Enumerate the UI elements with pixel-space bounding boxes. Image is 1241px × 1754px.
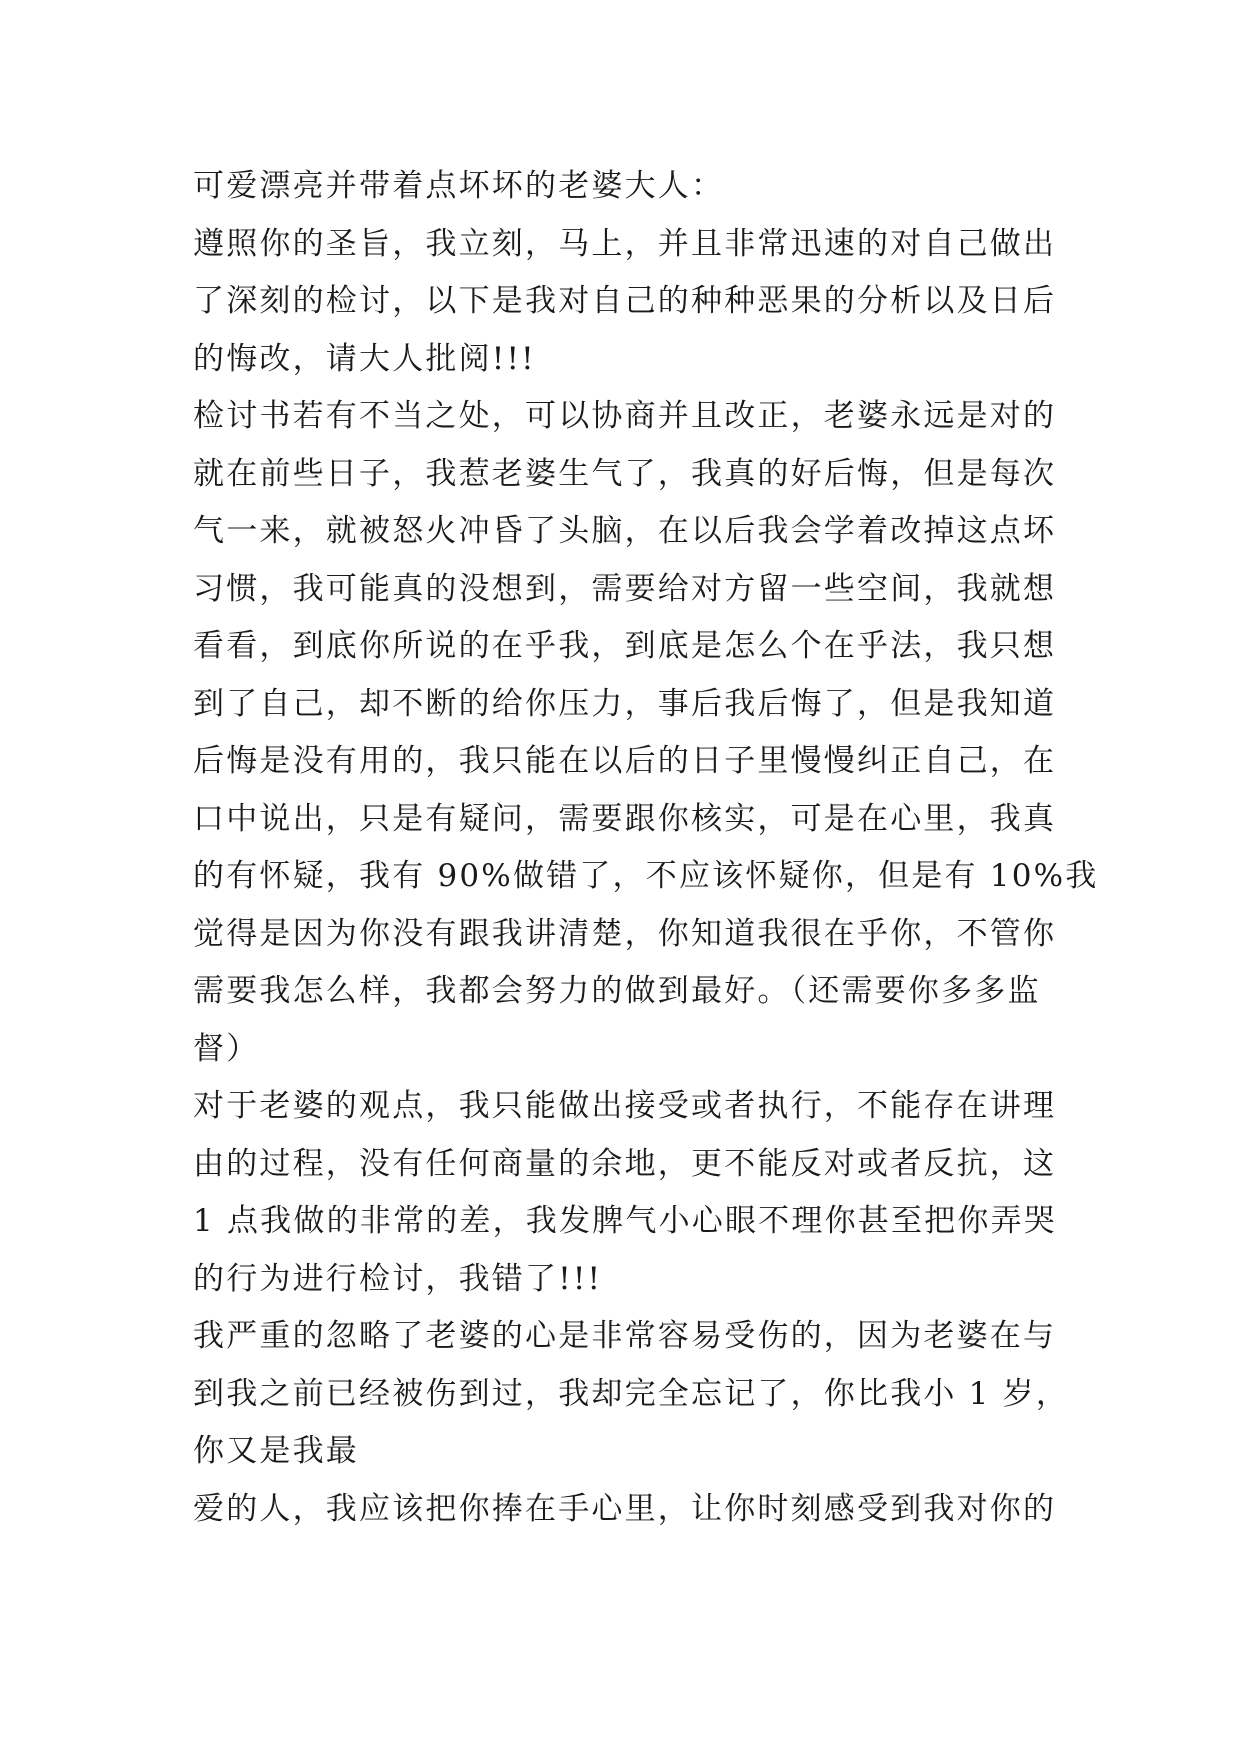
paragraph-line: 1 点我做的非常的差，我发脾气小心眼不理你甚至把你弄哭 — [193, 1203, 1057, 1239]
paragraph-line: 气一来，就被怒火冲昏了头脑，在以后我会学着改掉这点坏 — [193, 513, 1057, 549]
paragraph-line: 到了自己，却不断的给你压力，事后我后悔了，但是我知道 — [193, 685, 1057, 722]
letter-body — [193, 158, 1099, 1538]
paragraph-line: 了深刻的检讨，以下是我对自己的种种恶果的分析以及日后 — [193, 283, 1057, 319]
paragraph-line: 由的过程，没有任何商量的余地，更不能反对或者反抗，这 — [193, 1145, 1057, 1182]
paragraph-line: 对于老婆的观点，我只能做出接受或者执行，不能存在讲理 — [193, 1088, 1057, 1124]
paragraph-line: 的行为进行检讨，我错了!!! — [193, 1260, 603, 1297]
paragraph-line: 习惯，我可能真的没想到，需要给对方留一些空间，我就想 — [193, 570, 1057, 607]
paragraph-line: 看看，到底你所说的在乎我，到底是怎么个在乎法，我只想 — [193, 628, 1057, 664]
paragraph-line: 的悔改，请大人批阅!!! — [193, 340, 536, 377]
paragraph-line: 就在前些日子，我惹老婆生气了，我真的好后悔，但是每次 — [193, 455, 1057, 492]
paragraph-line: 需要我怎么样，我都会努力的做到最好。（还需要你多多监 — [193, 973, 1041, 1009]
paragraph-line: 觉得是因为你没有跟我讲清楚，你知道我很在乎你，不管你 — [193, 915, 1057, 952]
paragraph-line: 遵照你的圣旨，我立刻，马上，并且非常迅速的对自己做出 — [193, 225, 1057, 262]
paragraph-line: 我严重的忽略了老婆的心是非常容易受伤的，因为老婆在与 — [193, 1318, 1057, 1354]
paragraph-line: 你又是我最 — [193, 1433, 359, 1469]
paragraph-line: 的有怀疑，我有 90%做错了，不应该怀疑你，但是有 10%我 — [193, 858, 1099, 894]
paragraph-line: 爱的人，我应该把你捧在手心里，让你时刻感受到我对你的 — [193, 1490, 1057, 1527]
paragraph-line: 检讨书若有不当之处，可以协商并且改正，老婆永远是对的 — [193, 398, 1057, 434]
paragraph-line: 口中说出，只是有疑问，需要跟你核实，可是在心里，我真 — [193, 800, 1057, 837]
paragraph-line: 督） — [193, 1030, 260, 1067]
salutation-line: 可爱漂亮并带着点坏坏的老婆大人： — [193, 168, 725, 204]
paragraph-line: 到我之前已经被伤到过，我却完全忘记了，你比我小 1 岁， — [193, 1375, 1070, 1412]
paragraph-line: 后悔是没有用的，我只能在以后的日子里慢慢纠正自己，在 — [193, 743, 1057, 779]
